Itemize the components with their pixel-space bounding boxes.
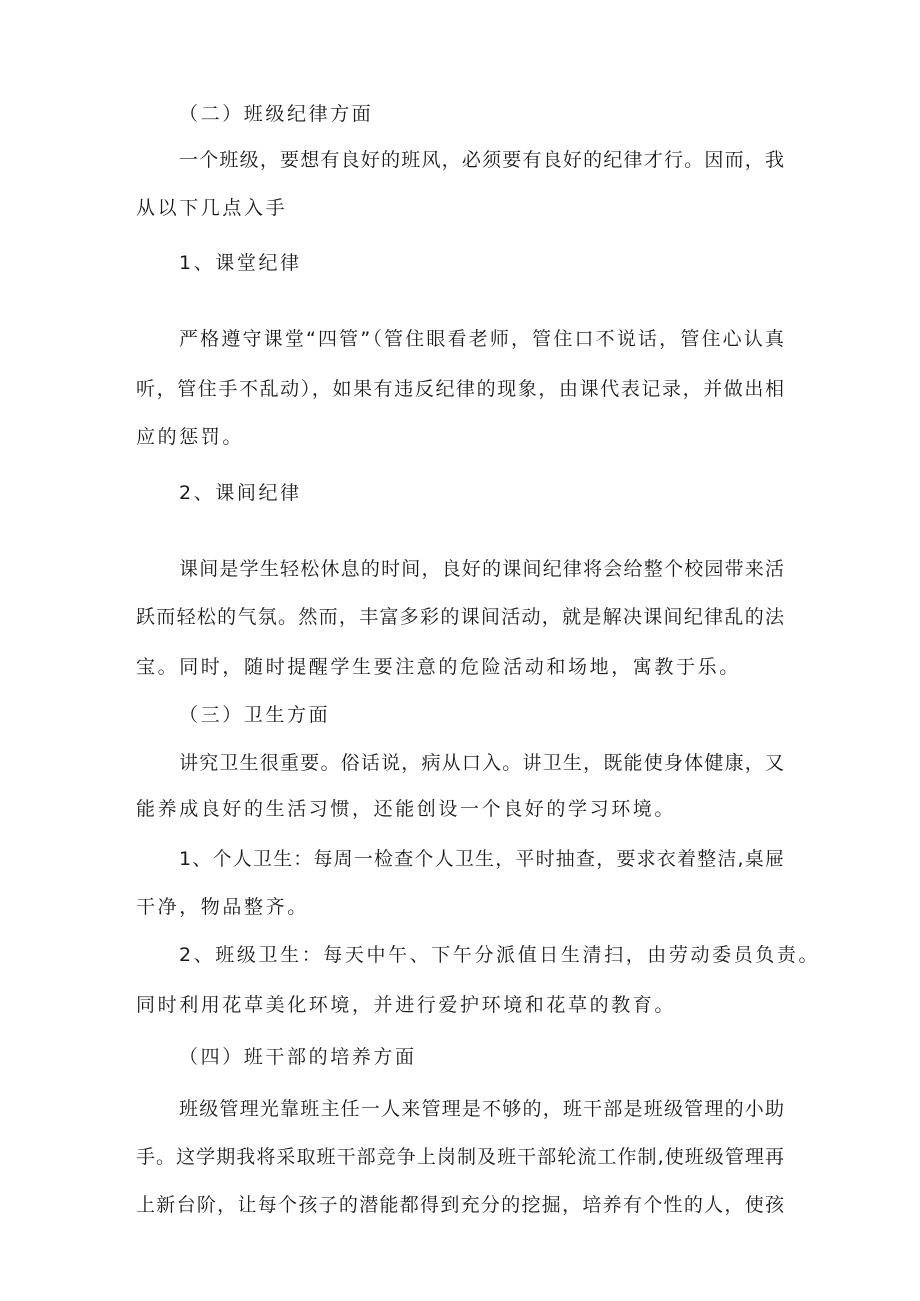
paragraph-line: 干净，物品整齐。	[136, 896, 309, 918]
paragraph-line: 能养成良好的生活习惯，还能创设一个良好的学习环境。	[136, 798, 677, 820]
paragraph-line: 班级管理光靠班主任一人来管理是不够的，班干部是班级管理的小助	[179, 1098, 784, 1120]
paragraph-line: 手。这学期我将采取班干部竞争上岗制及班干部轮流工作制,使班级管理再	[136, 1146, 784, 1168]
section-heading-hygiene: （三）卫生方面	[179, 704, 331, 726]
paragraph-line: 听，管住手不乱动），如果有违反纪律的现象，由课代表记录，并做出相	[136, 378, 784, 400]
paragraph-line: 应的惩罚。	[136, 426, 245, 448]
paragraph-line: 跃而轻松的气氛。然而，丰富多彩的课间活动，就是解决课间纪律乱的法	[136, 606, 784, 628]
paragraph-line: 讲究卫生很重要。俗话说，病从口入。讲卫生，既能使身体健康，又	[179, 752, 784, 774]
paragraph-line: 同时利用花草美化环境，并进行爱护环境和花草的教育。	[136, 994, 677, 1016]
paragraph-line: 宝。同时，随时提醒学生要注意的危险活动和场地，寓教于乐。	[136, 656, 741, 678]
paragraph-line: 从以下几点入手	[136, 197, 288, 219]
paragraph-line: 一个班级，要想有良好的班风，必须要有良好的纪律才行。因而，我	[179, 149, 784, 171]
paragraph-line: 2、班级卫生：每天中午、下午分派值日生清扫，由劳动委员负责。	[179, 944, 821, 966]
paragraph-line: 课间是学生轻松休息的时间，良好的课间纪律将会给整个校园带来活	[179, 558, 784, 580]
subheading-break-discipline: 2、课间纪律	[179, 482, 302, 504]
section-heading-discipline: （二）班级纪律方面	[179, 103, 374, 125]
section-heading-class-cadres: （四）班干部的培养方面	[179, 1046, 417, 1068]
subheading-classroom-discipline: 1、课堂纪律	[179, 252, 302, 274]
paragraph-line: 上新台阶，让每个孩子的潜能都得到充分的挖掘，培养有个性的人，使孩	[136, 1194, 784, 1216]
paragraph-line: 1、个人卫生：每周一检查个人卫生，平时抽查，要求衣着整洁,桌屉	[179, 848, 784, 870]
paragraph-line: 严格遵守课堂“四管”（管住眼看老师，管住口不说话，管住心认真	[179, 328, 784, 350]
